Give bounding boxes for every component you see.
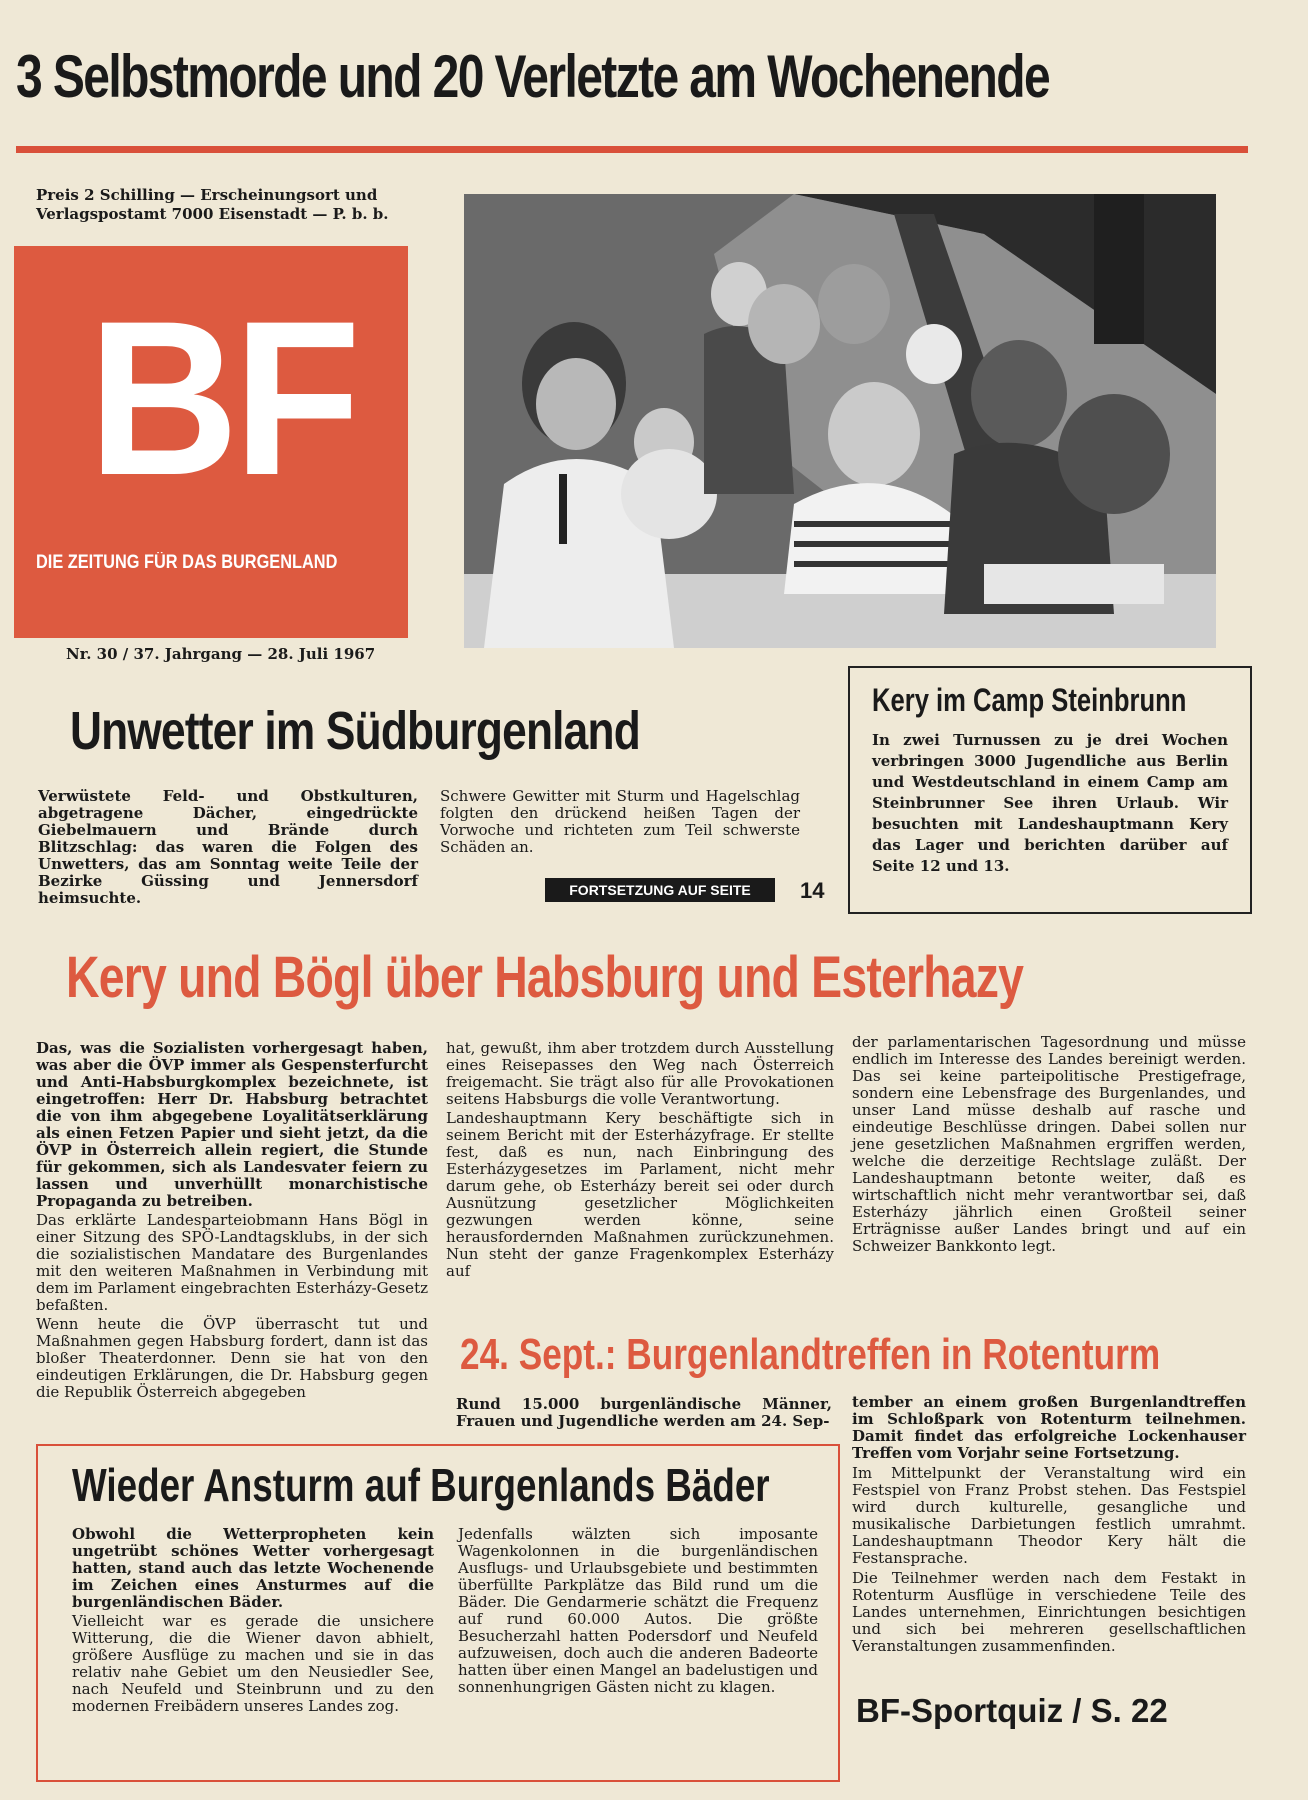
storm-story-title: Unwetter im Südburgenland xyxy=(70,701,640,761)
baeder-story-title: Wieder Ansturm auf Burgenlands Bäder xyxy=(72,1459,770,1511)
rotenturm-col-right xyxy=(852,1394,1246,1655)
rotenturm-p3: Die Teilnehmer werden nach dem Festakt in Rotenturm Ausflüge in verschiedene Teile des Landes unternehmen, Einrichtungen besichtigen und sich bei mehreren gesellschaftlichen Veranstaltungen zusammenfinden. xyxy=(852,1569,1246,1655)
storm-story-lead: Verwüstete Feld- und Obstkulturen, abgetragene Dächer, eingedrückte Giebelmauern und Brände durch Blitzschlag: das waren die Folgen des Unwetters, das am Sonntag weite Teile der Bezirke Güssing und Jennersdorf heimsuchte. xyxy=(38,787,418,907)
habsburg-col1-p2: Das erklärte Landesparteiobmann Hans Bögl in einer Sitzung des SPÖ-Landtagsklubs, in der sich die sozialistischen Mandatare des Burgenlandes mit den weiteren Maßnahmen in Verbindung mit dem im Parlament eingebrachten Esterházy-Gesetz befaßten. xyxy=(36,1211,428,1314)
rotenturm-lead-a: Rund 15.000 burgenländische Männer, Frauen und Jugendliche werden am 24. Sep- xyxy=(456,1395,832,1430)
habsburg-col-3 xyxy=(852,1034,1246,1255)
habsburg-col1-p3: Wenn heute die ÖVP überrascht tut und Maßnahmen gegen Habsburg fordert, dann ist das bloßer Theaterdonner. Denn sie hat von den eindeutigen Erklärungen, die Dr. Habsburg gegen die Republik Österreich abgegeben xyxy=(36,1315,428,1401)
camp-story-title: Kery im Camp Steinbrunn xyxy=(872,682,1187,718)
photo-drawing xyxy=(464,194,1216,648)
price-line: Preis 2 Schilling — Erscheinungsort und Verlagspostamt 7000 Eisenstadt — P. b. b. xyxy=(36,186,389,223)
rotenturm-story-title: 24. Sept.: Burgenlandtreffen in Rotenturm xyxy=(460,1330,1161,1379)
habsburg-col2-p1: hat, gewußt, ihm aber trotzdem durch Ausstellung eines Reisepasses den Weg nach Österreich freigemacht. Sie trägt also für alle Provokationen seitens Habsburgs die volle Verantwortung. xyxy=(446,1039,834,1108)
rotenturm-lead-b: tember an einem großen Burgenlandtreffen im Schloßpark von Rotenturm teilnehmen. Damit findet das erfolgreiche Lockenhauser Treffen vom Vorjahr seine Fortsetzung. xyxy=(852,1393,1246,1462)
logo-tagline: DIE ZEITUNG FÜR DAS BURGENLAND xyxy=(36,552,338,573)
habsburg-col1-lead: Das, was die Sozialisten vorhergesagt haben, was aber die ÖVP immer als Gespensterfurcht und Anti-Habsburgkomplex bezeichnete, ist eingetroffen: Herr Dr. Habsburg betrachtet die von ihm abgegebene Loyalitätserklärung als einen Fetzen Papier und sieht jetzt, da die ÖVP in Österreich allein regiert, die Stunde für gekommen, sich als Landesvater feiern zu lassen und unverhüllt monarchistische Propaganda zu betreiben. xyxy=(36,1039,428,1210)
habsburg-col-2 xyxy=(446,1040,834,1280)
camp-story-box xyxy=(848,666,1252,914)
bf-logo xyxy=(14,246,408,638)
issue-line: Nr. 30 / 37. Jahrgang — 28. Juli 1967 xyxy=(66,645,376,663)
baeder-story-box xyxy=(36,1444,840,1782)
main-headline: 3 Selbstmorde und 20 Verletzte am Wochenende xyxy=(16,43,1050,110)
storm-story-body: Schwere Gewitter mit Sturm und Hagelschlag folgten den drückend heißen Tagen der Vorwoche und richteten zum Teil schwerste Schäden an. xyxy=(440,787,800,856)
baeder-lead: Obwohl die Wetterpropheten kein ungetrübt schönes Wetter vorhergesagt hatten, stand auch das letzte Wochenende im Zeichen eines Ansturmes auf die burgenländischen Bäder. xyxy=(72,1525,434,1611)
sportquiz-teaser: BF-Sportquiz / S. 22 xyxy=(856,1692,1168,1729)
headline-rule xyxy=(16,146,1248,153)
baeder-col-1 xyxy=(72,1526,434,1715)
continued-label: FORTSETZUNG AUF SEITE xyxy=(545,878,775,902)
news-photo-camp-icon xyxy=(464,194,1216,648)
rotenturm-p2: Im Mittelpunkt der Veranstaltung wird ein Festspiel von Franz Probst stehen. Das Festspiel wird durch kulturelle, gesangliche und musikalische Darbietungen festlich umrahmt. Landeshauptmann Theodor Kery hält die Festansprache. xyxy=(852,1464,1246,1567)
habsburg-story-title: Kery und Bögl über Habsburg und Esterhazy xyxy=(66,945,1024,1010)
habsburg-col2-p2: Landeshauptmann Kery beschäftigte sich in seinem Bericht mit der Esterházyfrage. Er stellte fest, daß es nun, nach Einbringung des Esterházygesetzes im Parlament, nicht mehr darum gehe, ob Esterházy bereit sei oder durch Ausnützung gesetzlicher Möglichkeiten gezwungen werden könne, seine herausfordernden Maßnahmen zurückzunehmen. Nun steht der ganze Fragenkomplex Esterházy auf xyxy=(446,1109,834,1280)
baeder-p2: Vielleicht war es gerade die unsichere Witterung, die die Wiener davon abhielt, größere Ausflüge zu machen und sie in das relativ nahe Gebiet um den Neusiedler See, nach Neufeld und Steinbrunn und zu den modernen Freibädern unseres Landes zog. xyxy=(72,1612,434,1715)
camp-story-text: In zwei Turnussen zu je drei Wochen verbringen 3000 Jugendliche aus Berlin und Westdeutschland in einem Camp am Steinbrunner See ihren Urlaub. Wir besuchten mit Landeshauptmann Kery das Lager und berichten darüber auf Seite 12 und 13. xyxy=(872,731,1228,875)
habsburg-col-1 xyxy=(36,1040,428,1401)
baeder-col-2: Jedenfalls wälzten sich imposante Wagenkolonnen in die burgenländischen Ausflugs- und Urlaubsgebiete und bestimmten überfüllte Parkplätze das Bild rund um die Bäder. Die Gendarmerie schätzt die Frequenz auf rund 60.000 Autos. Die größte Besucherzahl hatten Podersdorf und Neufeld aufzuweisen, doch auch die anderen Badeorte hatten über einen Mangel an badelustigen und sonnenhungrigen Gästen nicht zu klagen. xyxy=(458,1525,818,1696)
habsburg-col3-p1: der parlamentarischen Tagesordnung und müsse endlich im Interesse des Landes bereinigt werden. Das sei keine parteipolitische Prestigefrage, sondern eine Lebensfrage des Burgenlandes, und unser Land müsse deshalb auf rasche und eindeutige Beschlüsse dringen. Dabei sollen nur jene gesetzlichen Maßnahmen ergriffen werden, welche die derzeitige Rechtslage zuläßt. Der Landeshauptmann betonte weiter, daß es wirtschaftlich nicht mehr verantwortbar sei, daß Esterházy jährlich einen Großteil seiner Erträgnisse außer Landes bringt und auf ein Schweizer Bankkonto legt. xyxy=(852,1033,1246,1255)
logo-letters: BF xyxy=(88,275,356,521)
continued-page: 14 xyxy=(800,878,825,903)
